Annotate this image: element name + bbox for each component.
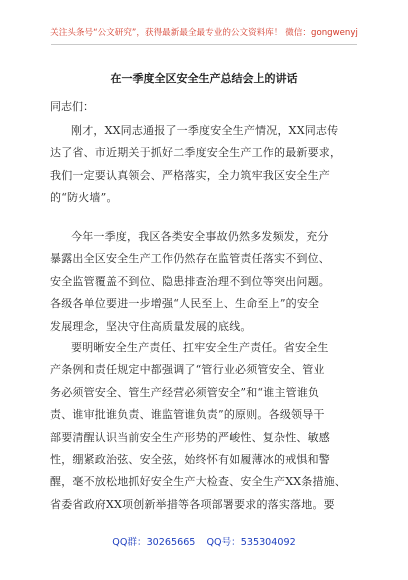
qq-number: QQ号：535304092	[206, 537, 296, 548]
paragraph-line: 部要清醒认识当前安全生产形势的严峻性、复杂性、敏感	[50, 430, 330, 444]
paragraph-line: 务必须管安全、管生产经营必须管安全”和“谁主管谁负	[50, 385, 320, 399]
footer-contact	[0, 534, 408, 548]
paragraph-line: 达了省、市近期关于抓好二季度安全生产工作的最新要求，	[50, 146, 342, 160]
paragraph-line: 要明晰安全生产责任、扛牢安全生产责任。省安全生	[71, 341, 329, 354]
paragraph-line: 省委省政府XX项创新举措等各项部署要求的落实落地。要	[50, 497, 335, 511]
document-title: 在一季度全区安全生产总结会上的讲话	[110, 72, 298, 85]
qq-group: QQ群：30265665	[112, 537, 196, 548]
paragraph-line: 产条例和责任规定中都强调了“管行业必须管安全、管业	[50, 363, 325, 377]
paragraph-line: 今年一季度，我区各类安全事故仍然多发频发，充分	[71, 230, 329, 243]
paragraph-line: 安全监管覆盖不到位、隐患排查治理不到位等突出问题。	[50, 274, 330, 288]
paragraph-1	[50, 120, 362, 210]
top-banner: 关注头条号“公文研究”，获得最新最全最专业的公文资料库！ 微信：gongwenyj	[50, 28, 358, 38]
paragraph-line: 责、谁审批谁负责、谁监管谁负责”的原则。各级领导干	[50, 408, 325, 422]
paragraph-line: 各级各单位要进一步增强“人民至上、生命至上”的安全	[50, 297, 320, 311]
paragraph-line: 发展理念，坚决守住高质量发展的底线。	[50, 319, 252, 333]
paragraph-line: 醒，毫不放松地抓好安全生产大检查、安全生产XX条措施、	[50, 475, 347, 489]
paragraph-line: 暴露出全区安全生产工作仍然存在监管责任落实不到位、	[50, 252, 330, 266]
paragraph-3	[50, 337, 362, 516]
paragraph-line: 我们一定要认真领会、严格落实，全力筑牢我区安全生产	[50, 168, 330, 182]
paragraph-line: 性，绷紧政治弦、安全弦，始终怀有如履薄冰的戒惧和警	[50, 452, 330, 466]
header-divider	[51, 44, 357, 45]
paragraph-line: 刚才，XX同志通报了一季度安全生产情况，XX同志传	[71, 124, 339, 137]
paragraph-2	[50, 226, 362, 338]
paragraph-line: 的“防火墙”。	[50, 191, 118, 205]
greeting: 同志们：	[50, 100, 94, 113]
